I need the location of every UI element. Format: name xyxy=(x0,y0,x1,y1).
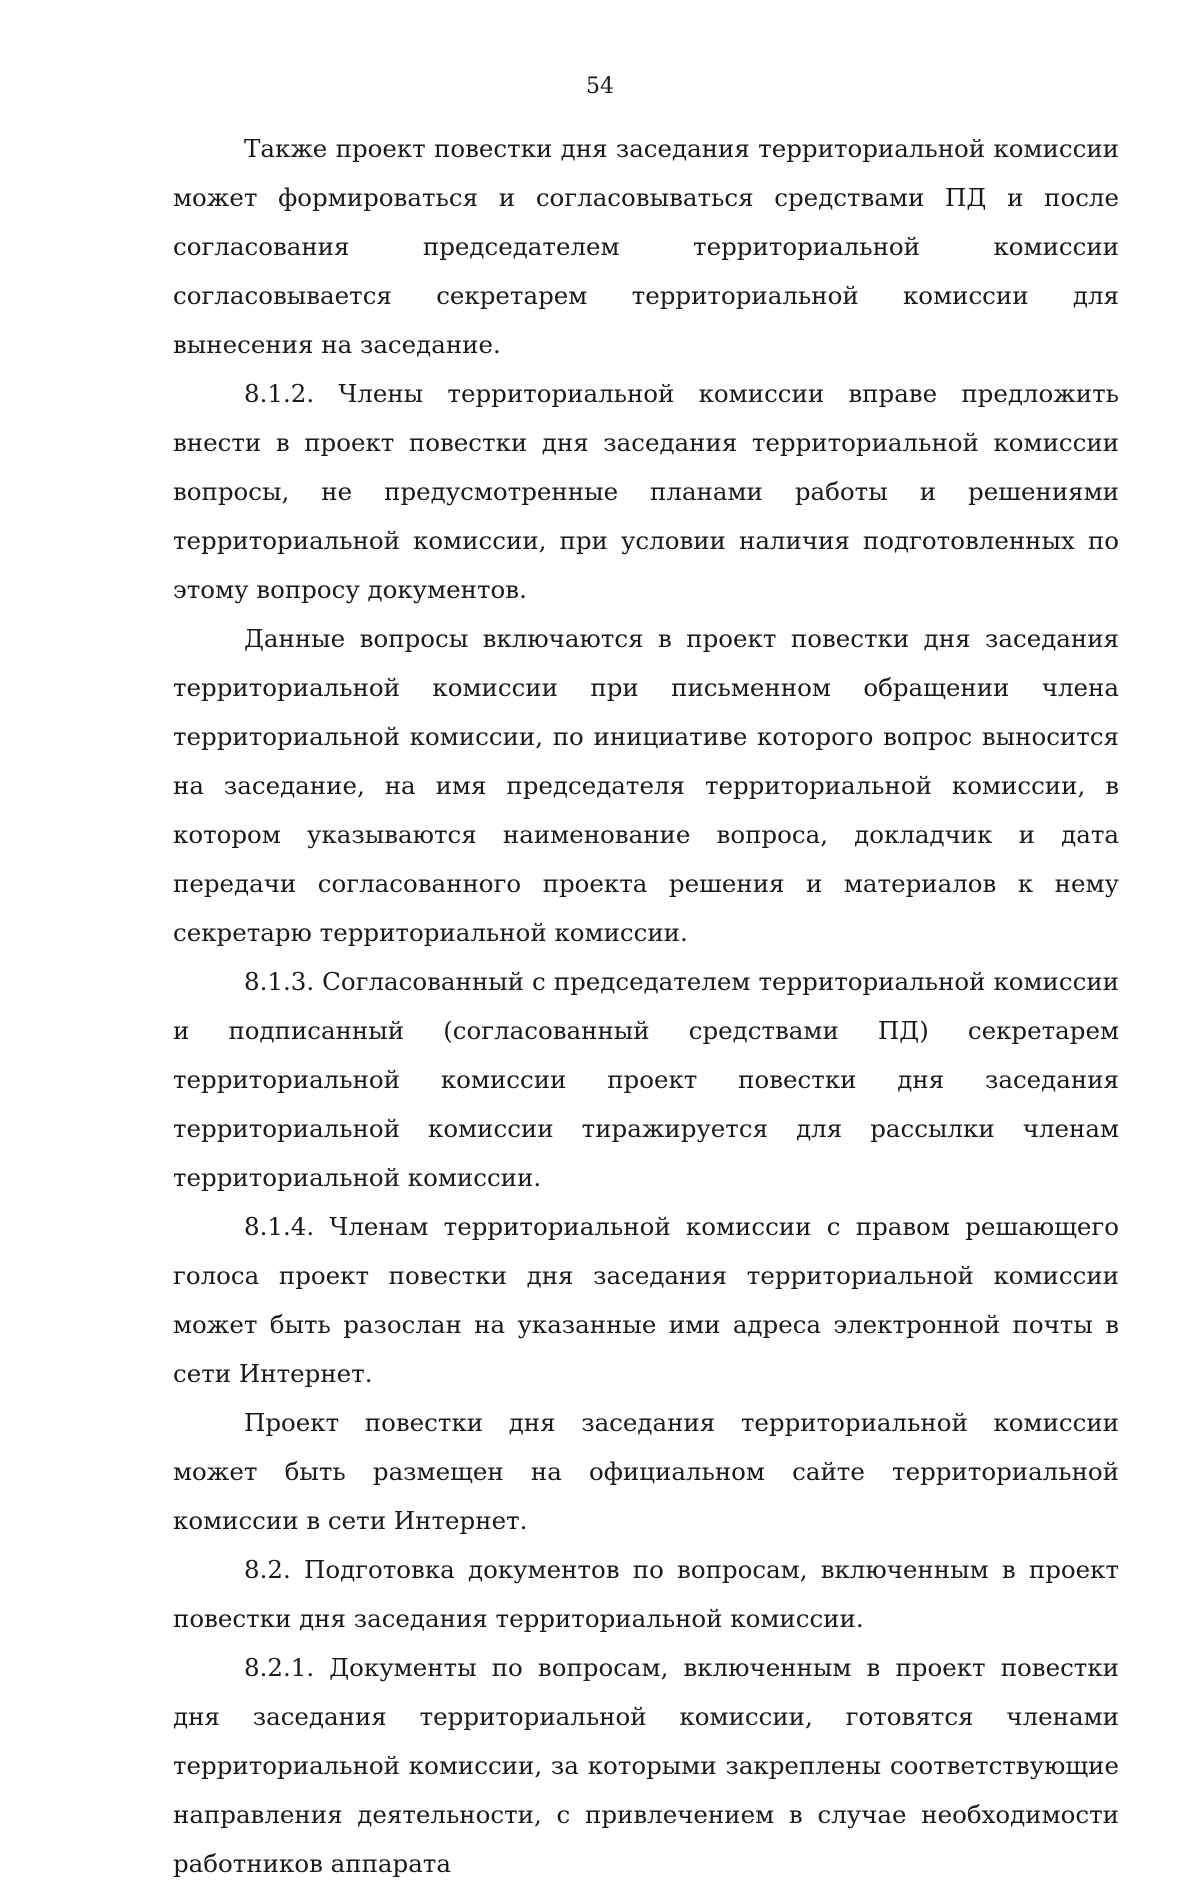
paragraph-questions-inclusion: Данные вопросы включаются в проект повестки дня заседания территориальной комиссии при письменном обращении члена территориальной комиссии, по инициативе которого вопрос выносится на заседание, на имя председателя территориальной комиссии, в котором указываются наименование вопроса, докладчик и дата передачи согласованного проекта решения и материалов к нему секретарю территориальной комиссии. xyxy=(173,624,1119,947)
paragraph-8-1-3: 8.1.3. Согласованный с председателем территориальной комиссии и подписанный (согласованный средствами ПД) секретарем территориальной комиссии проект повестки дня заседания территориальной комиссии тиражируется для рассылки членам территориальной комиссии. xyxy=(173,967,1119,1192)
paragraph-website-posting: Проект повестки дня заседания территориальной комиссии может быть размещен на официальном сайте территориальной комиссии в сети Интернет. xyxy=(173,1408,1119,1535)
paragraph-8-1-2: 8.1.2. Члены территориальной комиссии вправе предложить внести в проект повестки дня заседания территориальной комиссии вопросы, не предусмотренные планами работы и решениями территориальной комиссии, при условии наличия подготовленных по этому вопросу документов. xyxy=(173,379,1119,604)
paragraph-8-2: 8.2. Подготовка документов по вопросам, включенным в проект повестки дня заседания территориальной комиссии. xyxy=(173,1555,1119,1633)
paragraph-agenda-pd-approval: Также проект повестки дня заседания территориальной комиссии может формироваться и согласовываться средствами ПД и после согласования председателем территориальной комиссии согласовывается секретарем территориальной комиссии для вынесения на заседание. xyxy=(173,134,1119,359)
paragraph-8-1-4: 8.1.4. Членам территориальной комиссии с правом решающего голоса проект повестки дня заседания территориальной комиссии может быть разослан на указанные ими адреса электронной почты в сети Интернет. xyxy=(173,1212,1119,1388)
document-body xyxy=(173,124,1119,1888)
paragraph-8-2-1: 8.2.1. Документы по вопросам, включенным в проект повестки дня заседания территориальной комиссии, готовятся членами территориальной комиссии, за которыми закреплены соответствующие направления деятельности, с привлечением в случае необходимости работников аппарата xyxy=(173,1653,1119,1878)
page-number: 54 xyxy=(586,74,614,99)
